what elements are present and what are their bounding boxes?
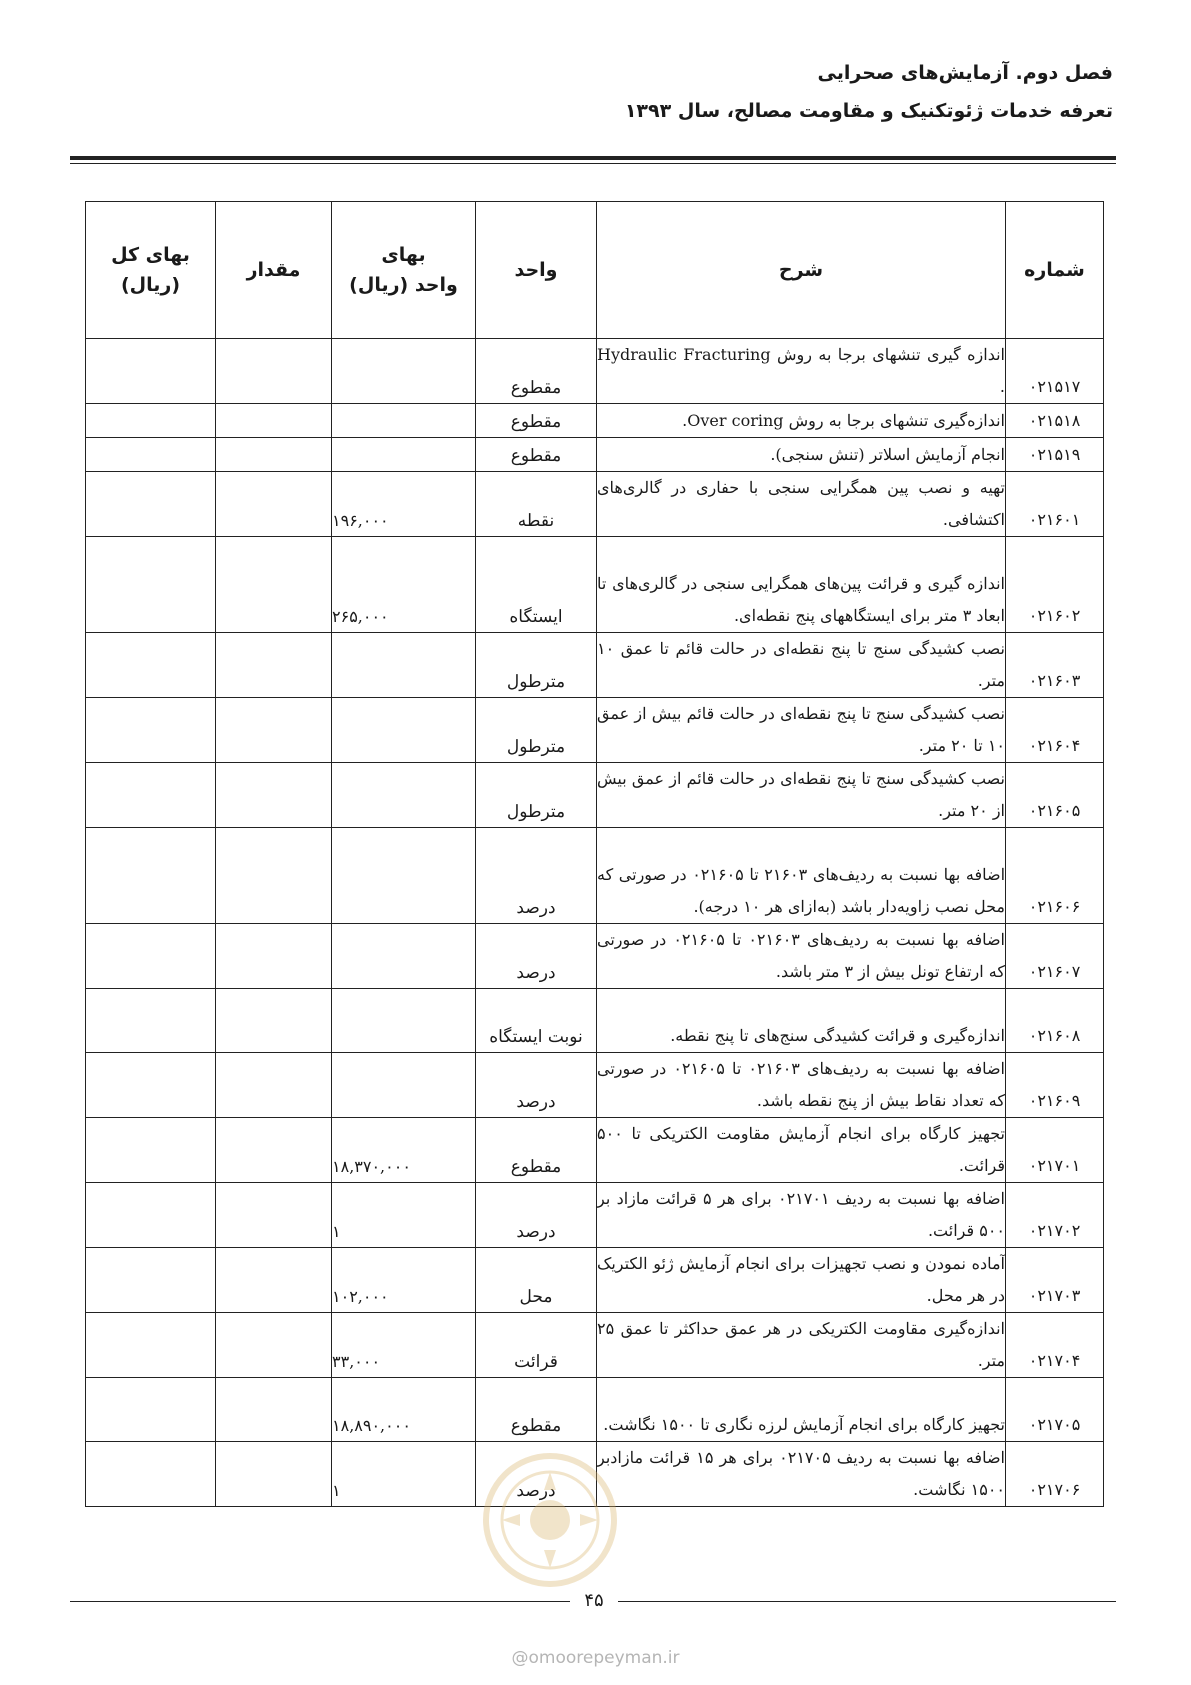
row-unit: ایستگاه	[476, 537, 597, 633]
row-code: ۰۲۱۶۰۳	[1006, 633, 1104, 698]
row-unit: مترطول	[476, 698, 597, 763]
row-description: اضافه بها نسبت به ردیف‌های ۰۲۱۶۰۳ تا ۰۲۱۶۰۵ در صورتی که ارتفاع تونل بیش از ۳ متر باشد.	[597, 924, 1006, 989]
row-description: انجام آزمایش اسلاتر (تنش سنجی).	[597, 438, 1006, 472]
row-code: ۰۲۱۷۰۳	[1006, 1248, 1104, 1313]
row-description: اضافه بها نسبت به ردیف‌های ۰۲۱۶۰۳ تا ۰۲۱۶۰۵ در صورتی که تعداد نقاط بیش از پنج نقطه باشد.	[597, 1053, 1006, 1118]
table-row	[86, 1248, 1104, 1313]
footer-credit: @omoorepeyman.ir	[511, 1648, 680, 1668]
row-unit: محل	[476, 1248, 597, 1313]
page-header	[625, 60, 1113, 124]
book-title: تعرفه خدمات ژئوتکنیک و مقاومت مصالح، سال ۱۳۹۳	[624, 100, 1113, 122]
row-quantity	[216, 1053, 332, 1118]
row-code: ۰۲۱۶۰۶	[1006, 828, 1104, 924]
column-header-unit: واحد	[476, 202, 597, 339]
table-row	[86, 763, 1104, 828]
row-description: آماده نمودن و نصب تجهیزات برای انجام آزمایش ژئو الکتریک در هر محل.	[597, 1248, 1006, 1313]
row-unit: مقطوع	[476, 1118, 597, 1183]
row-total-price	[86, 438, 216, 472]
page-number: ۴۵	[584, 1590, 604, 1611]
column-header-unit-price	[332, 202, 476, 339]
row-code: ۰۲۱۶۰۲	[1006, 537, 1104, 633]
row-description: نصب کشیدگی سنج تا پنج نقطه‌ای در حالت قائم از عمق بیش از ۲۰ متر.	[597, 763, 1006, 828]
row-total-price	[86, 924, 216, 989]
row-unit-price	[332, 763, 476, 828]
row-unit: درصد	[476, 924, 597, 989]
row-quantity	[216, 1183, 332, 1248]
row-unit-price: ۱۹۶,۰۰۰	[332, 472, 476, 537]
row-quantity	[216, 633, 332, 698]
row-total-price	[86, 633, 216, 698]
row-total-price	[86, 1442, 216, 1507]
row-description: نصب کشیدگی سنج تا پنج نقطه‌ای در حالت قائم تا عمق ۱۰ متر.	[597, 633, 1006, 698]
row-description: اضافه بها نسبت به ردیف ۰۲۱۷۰۱ برای هر ۵ قرائت مازاد بر ۵۰۰ قرائت.	[597, 1183, 1006, 1248]
row-unit-price: ۱	[332, 1442, 476, 1507]
table-header-row	[86, 202, 1104, 339]
row-total-price	[86, 339, 216, 404]
row-total-price	[86, 828, 216, 924]
row-quantity	[216, 1442, 332, 1507]
total-header-line1: بهای کل	[111, 244, 190, 266]
table-row	[86, 1118, 1104, 1183]
row-description: اندازه‌گیری و قرائت کشیدگی سنج‌های تا پنج نقطه.	[597, 989, 1006, 1053]
row-unit: نوبت ایستگاه	[476, 989, 597, 1053]
row-unit: مقطوع	[476, 404, 597, 438]
row-unit: مقطوع	[476, 339, 597, 404]
row-unit-price: ۱۸,۸۹۰,۰۰۰	[332, 1378, 476, 1442]
row-description: تجهیز کارگاه برای انجام آزمایش لرزه نگاری تا ۱۵۰۰ نگاشت.	[597, 1378, 1006, 1442]
table-row	[86, 404, 1104, 438]
row-quantity	[216, 438, 332, 472]
row-code: ۰۲۱۵۱۷	[1006, 339, 1104, 404]
row-quantity	[216, 404, 332, 438]
row-quantity	[216, 472, 332, 537]
row-total-price	[86, 698, 216, 763]
row-code: ۰۲۱۶۰۴	[1006, 698, 1104, 763]
row-description: نصب کشیدگی سنج تا پنج نقطه‌ای در حالت قائم بیش از عمق ۱۰ تا ۲۰ متر.	[597, 698, 1006, 763]
row-unit: نقطه	[476, 472, 597, 537]
row-code: ۰۲۱۷۰۶	[1006, 1442, 1104, 1507]
row-unit-price	[332, 828, 476, 924]
row-code: ۰۲۱۷۰۵	[1006, 1378, 1104, 1442]
row-unit: درصد	[476, 1053, 597, 1118]
row-quantity	[216, 1248, 332, 1313]
table-row	[86, 1053, 1104, 1118]
row-description: اندازه‌گیری مقاومت الکتریکی در هر عمق حداکثر تا عمق ۲۵ متر.	[597, 1313, 1006, 1378]
unit-price-header-line2: واحد (ریال)	[349, 274, 458, 296]
row-total-price	[86, 989, 216, 1053]
row-unit-price: ۱۰۲,۰۰۰	[332, 1248, 476, 1313]
row-unit-price: ۱	[332, 1183, 476, 1248]
row-code: ۰۲۱۶۰۸	[1006, 989, 1104, 1053]
row-description: اندازه گیری و قرائت پین‌های همگرایی سنجی در گالری‌های تا ابعاد ۳ متر برای ایستگاههای پنج نقطه‌ای.	[597, 537, 1006, 633]
header-rule-thin	[70, 163, 1116, 164]
row-quantity	[216, 763, 332, 828]
row-total-price	[86, 1248, 216, 1313]
row-total-price	[86, 404, 216, 438]
row-total-price	[86, 1183, 216, 1248]
row-unit-price	[332, 633, 476, 698]
table-row	[86, 989, 1104, 1053]
row-code: ۰۲۱۵۱۸	[1006, 404, 1104, 438]
row-description: اندازه‌گیری تنشهای برجا به روش Over coring.	[597, 404, 1006, 438]
row-total-price	[86, 537, 216, 633]
row-quantity	[216, 698, 332, 763]
row-quantity	[216, 1118, 332, 1183]
table-body	[86, 339, 1104, 1507]
column-header-quantity: مقدار	[216, 202, 332, 339]
tariff-table	[85, 201, 1104, 1507]
row-description: اندازه گیری تنشهای برجا به روش Hydraulic Fracturing .	[597, 339, 1006, 404]
row-unit: درصد	[476, 1183, 597, 1248]
row-unit: درصد	[476, 1442, 597, 1507]
column-header-description: شرح	[597, 202, 1006, 339]
row-quantity	[216, 537, 332, 633]
table-row	[86, 1313, 1104, 1378]
row-code: ۰۲۱۶۰۹	[1006, 1053, 1104, 1118]
table-row	[86, 1183, 1104, 1248]
row-code: ۰۲۱۷۰۴	[1006, 1313, 1104, 1378]
column-header-total	[86, 202, 216, 339]
row-quantity	[216, 339, 332, 404]
row-total-price	[86, 1313, 216, 1378]
row-unit-price	[332, 698, 476, 763]
total-header-line2: (ریال)	[120, 274, 181, 296]
table-row	[86, 633, 1104, 698]
row-code: ۰۲۱۵۱۹	[1006, 438, 1104, 472]
row-unit: مقطوع	[476, 438, 597, 472]
row-unit: مقطوع	[476, 1378, 597, 1442]
row-total-price	[86, 1118, 216, 1183]
row-quantity	[216, 828, 332, 924]
table-row	[86, 828, 1104, 924]
table-row	[86, 698, 1104, 763]
row-code: ۰۲۱۶۰۱	[1006, 472, 1104, 537]
row-quantity	[216, 989, 332, 1053]
row-unit-price	[332, 339, 476, 404]
header-rule	[70, 156, 1116, 160]
footer-rule	[70, 1601, 570, 1602]
chapter-title: فصل دوم. آزمایش‌های صحرایی	[817, 62, 1113, 84]
row-unit-price	[332, 438, 476, 472]
row-unit-price	[332, 924, 476, 989]
column-header-code: شماره	[1006, 202, 1104, 339]
row-code: ۰۲۱۷۰۲	[1006, 1183, 1104, 1248]
row-description: تهیه و نصب پین همگرایی سنجی با حفاری در گالری‌های اکتشافی.	[597, 472, 1006, 537]
table-row	[86, 438, 1104, 472]
table-row	[86, 339, 1104, 404]
row-unit-price	[332, 1053, 476, 1118]
unit-price-header-line1: بهای	[381, 244, 426, 266]
row-total-price	[86, 763, 216, 828]
row-unit: قرائت	[476, 1313, 597, 1378]
row-code: ۰۲۱۷۰۱	[1006, 1118, 1104, 1183]
row-code: ۰۲۱۶۰۵	[1006, 763, 1104, 828]
row-total-price	[86, 472, 216, 537]
footer-rule	[618, 1601, 1116, 1602]
row-quantity	[216, 1313, 332, 1378]
table-row	[86, 537, 1104, 633]
row-description: تجهیز کارگاه برای انجام آزمایش مقاومت الکتریکی تا ۵۰۰ قرائت.	[597, 1118, 1006, 1183]
table-row	[86, 1378, 1104, 1442]
row-unit-price: ۳۳,۰۰۰	[332, 1313, 476, 1378]
row-total-price	[86, 1378, 216, 1442]
row-unit: مترطول	[476, 633, 597, 698]
row-unit-price	[332, 404, 476, 438]
row-description: اضافه بها نسبت به ردیف ۰۲۱۷۰۵ برای هر ۱۵ قرائت مازادبر ۱۵۰۰ نگاشت.	[597, 1442, 1006, 1507]
table-row	[86, 924, 1104, 989]
row-code: ۰۲۱۶۰۷	[1006, 924, 1104, 989]
row-description: اضافه بها نسبت به ردیف‌های ۲۱۶۰۳ تا ۰۲۱۶۰۵ در صورتی که محل نصب زاویه‌دار باشد (به‌ازای هر ۱۰ درجه).	[597, 828, 1006, 924]
row-quantity	[216, 924, 332, 989]
row-unit: درصد	[476, 828, 597, 924]
row-total-price	[86, 1053, 216, 1118]
table-row	[86, 472, 1104, 537]
watermark-seal-logo	[480, 1450, 620, 1590]
row-quantity	[216, 1378, 332, 1442]
row-unit-price	[332, 989, 476, 1053]
row-unit-price: ۱۸,۳۷۰,۰۰۰	[332, 1118, 476, 1183]
row-unit: مترطول	[476, 763, 597, 828]
row-unit-price: ۲۶۵,۰۰۰	[332, 537, 476, 633]
